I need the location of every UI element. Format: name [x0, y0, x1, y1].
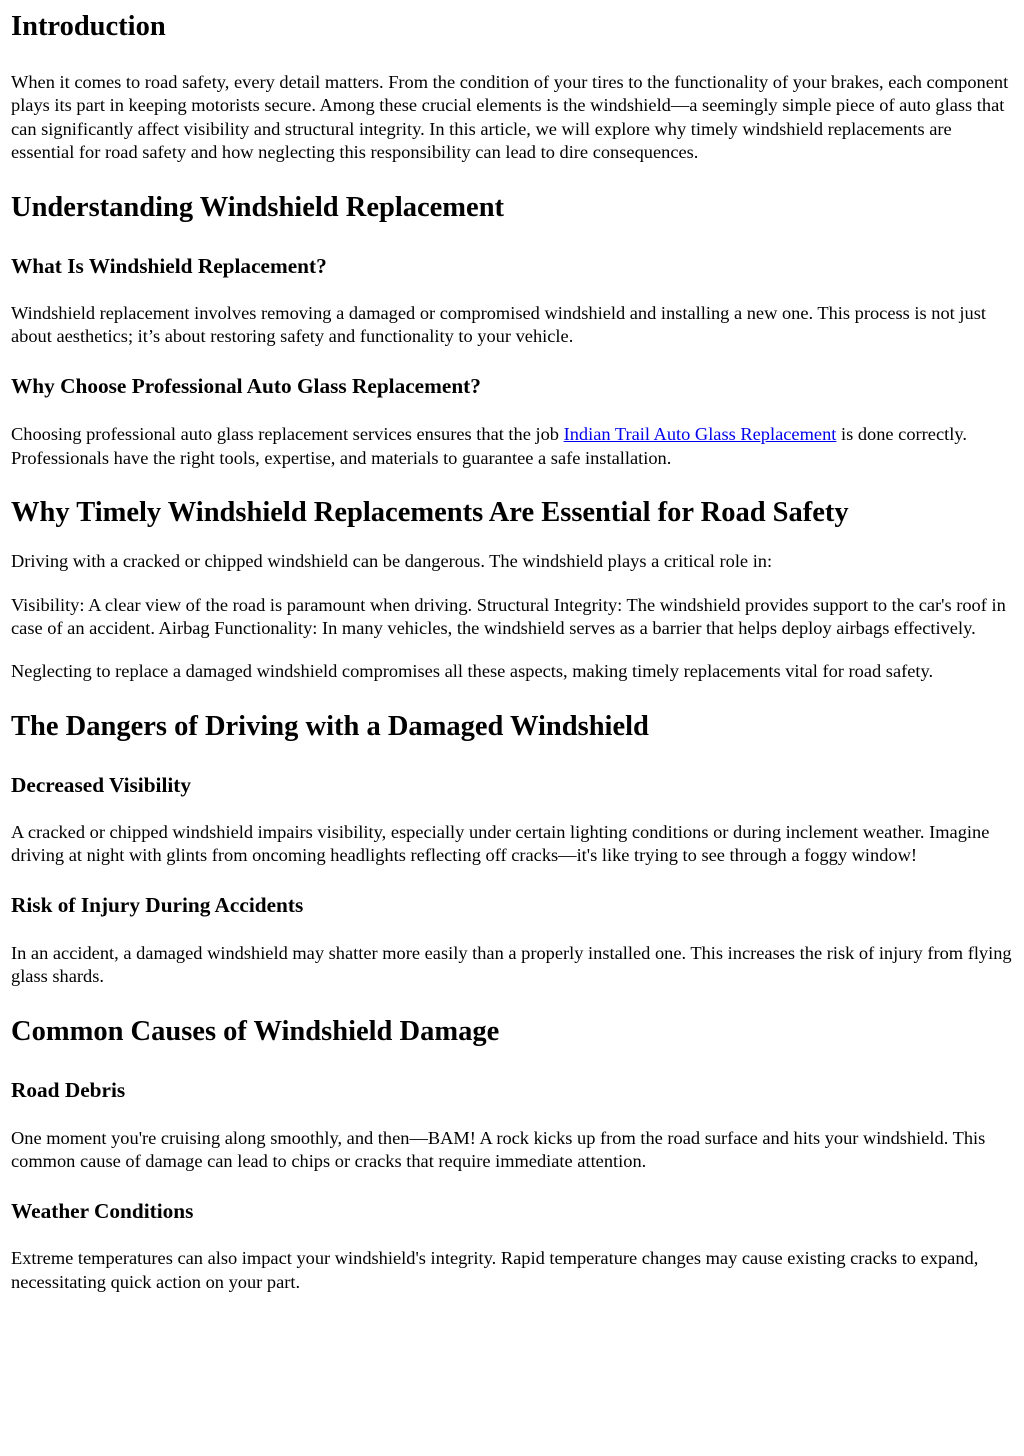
- why-professional-text-before: Choosing professional auto glass replacement services ensures that the job: [11, 424, 564, 445]
- what-is-paragraph: Windshield replacement involves removing a damaged or compromised windshield and installing a new one. This process is not just about aesthetics; it’s about restoring safety and functionality to your vehicle.: [11, 302, 986, 347]
- intro-heading: Introduction: [11, 11, 166, 42]
- intro-paragraph: When it comes to road safety, every detail matters. From the condition of your tires to the functionality of your brakes, each component plays its part in keeping motorists secure. Among these crucial elements is the windshield—a seemingly simple piece of auto glass that can significantly affect visibility and structural integrity. In this article, we will explore why timely windshield replacements are essential for road safety and how neglecting this responsibility can lead to dire consequences.: [11, 72, 1009, 163]
- decreased-visibility-heading: Decreased Visibility: [11, 772, 192, 797]
- road-debris-heading: Road Debris: [11, 1077, 126, 1102]
- risk-of-injury-paragraph: In an accident, a damaged windshield may shatter more easily than a properly installed one. This increases the risk of injury from flying glass shards.: [11, 942, 1012, 987]
- understanding-heading: Understanding Windshield Replacement: [11, 191, 505, 223]
- why-professional-paragraph: [11, 423, 1013, 470]
- indian-trail-auto-glass-link[interactable]: Indian Trail Auto Glass Replacement: [563, 424, 837, 445]
- timely-heading: Why Timely Windshield Replacements Are Essential for Road Safety: [11, 497, 849, 529]
- decreased-visibility-paragraph: A cracked or chipped windshield impairs visibility, especially under certain lighting conditions or during inclement weather. Imagine driving at night with glints from oncoming headlights reflecting off cracks—it's like trying to see through a foggy window!: [11, 821, 990, 866]
- dangers-heading: The Dangers of Driving with a Damaged Windshield: [11, 710, 649, 742]
- causes-heading: Common Causes of Windshield Damage: [11, 1015, 500, 1047]
- what-is-heading: What Is Windshield Replacement?: [11, 253, 327, 278]
- why-professional-text-after: is done correctly. Professionals have the right tools, expertise, and materials to guarantee a safe installation.: [11, 424, 967, 468]
- article-body: [0, 10, 1024, 1294]
- road-debris-paragraph: One moment you're cruising along smoothly, and then—BAM! A rock kicks up from the road surface and hits your windshield. This common cause of damage can lead to chips or cracks that require immediate attention.: [11, 1127, 986, 1171]
- timely-paragraph-intro: Driving with a cracked or chipped windshield can be dangerous. The windshield plays a critical role in:: [11, 551, 773, 572]
- timely-paragraph-conclusion: Neglecting to replace a damaged windshield compromises all these aspects, making timely replacements vital for road safety.: [11, 661, 934, 682]
- weather-conditions-paragraph: Extreme temperatures can also impact your windshield's integrity. Rapid temperature changes may cause existing cracks to expand, necessitating quick action on your part.: [11, 1248, 979, 1292]
- risk-of-injury-heading: Risk of Injury During Accidents: [11, 892, 304, 917]
- weather-conditions-heading: Weather Conditions: [11, 1199, 194, 1224]
- why-professional-heading: Why Choose Professional Auto Glass Replacement?: [11, 374, 481, 399]
- timely-paragraph-roles: Visibility: A clear view of the road is paramount when driving. Structural Integrity: The windshield provides support to the car's roof in case of an accident. Airbag Functionality: In many vehicles, the windshield serves as a barrier that helps deploy airbags effectively.: [11, 594, 1006, 639]
